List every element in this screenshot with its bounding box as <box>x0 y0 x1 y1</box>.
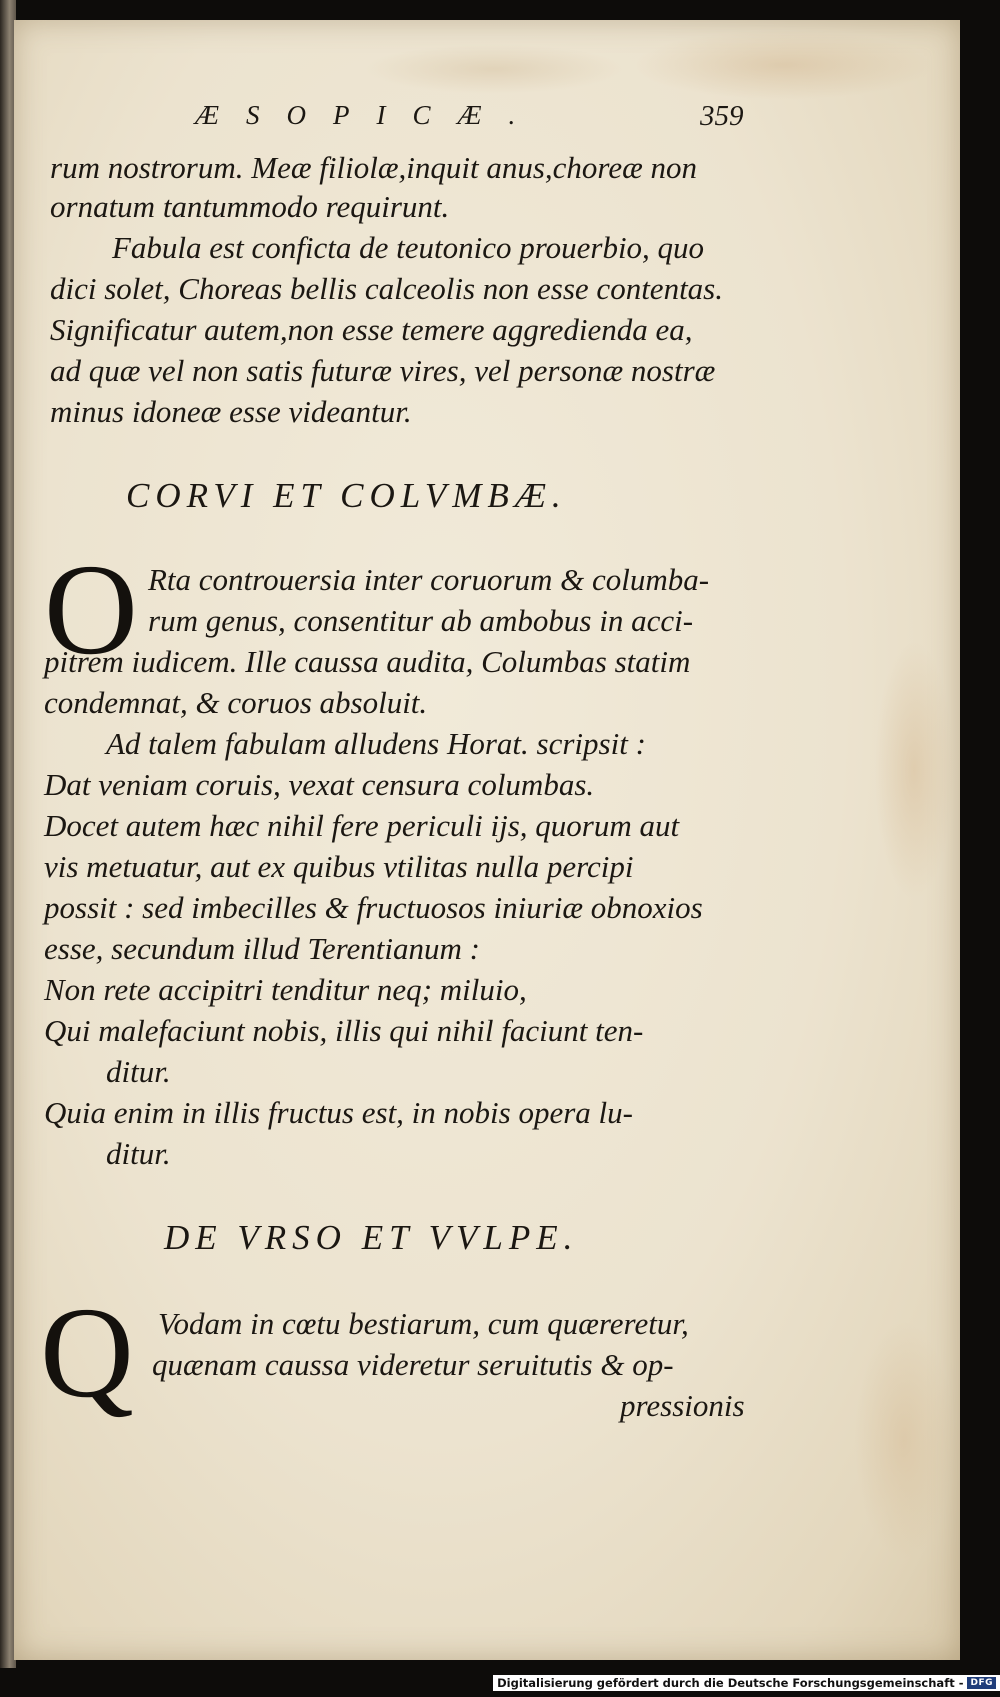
verse-line: ditur. <box>106 1136 171 1171</box>
verse-line: Qui malefaciunt nobis, illis qui nihil faciunt ten- <box>44 1013 644 1048</box>
text-line: pitrem iudicem. Ille caussa audita, Columbas statim <box>44 644 691 679</box>
fable-title: CORVI ET COLVMBÆ. <box>126 476 567 515</box>
fable-title: DE VRSO ET VVLPE. <box>164 1218 579 1257</box>
credit-text: Digitalisierung gefördert durch die Deutsche Forschungsgemeinschaft - <box>497 1676 964 1690</box>
digitization-credit <box>493 1675 1000 1691</box>
verse-line: ditur. <box>106 1054 171 1089</box>
catchword: pressionis <box>620 1388 745 1423</box>
running-head: ÆSOPICÆ. <box>195 100 543 130</box>
text-line: Vodam in cœtu bestiarum, cum quæreretur, <box>158 1306 689 1341</box>
text-line: possit : sed imbecilles & fructuosos iniuriæ obnoxios <box>44 890 703 925</box>
text-line: Significatur autem,non esse temere aggredienda ea, <box>50 312 693 347</box>
text-line: ad quæ vel non satis futuræ vires, vel personæ nostræ <box>50 353 716 388</box>
drop-cap-initial: Q <box>40 1281 134 1425</box>
text-line: dici solet, Choreas bellis calceolis non esse contentas. <box>50 271 723 306</box>
text-line: minus idoneæ esse videantur. <box>50 394 412 429</box>
text-line: Docet autem hæc nihil fere periculi ijs, quorum aut <box>44 808 680 843</box>
text-line: vis metuatur, aut ex quibus vtilitas nulla percipi <box>44 849 634 884</box>
paper-stain <box>634 30 934 100</box>
text-line: Ad talem fabulam alludens Horat. scripsit : <box>106 726 646 761</box>
text-line: rum nostrorum. Meæ filiolæ,inquit anus,choreæ non <box>50 150 698 185</box>
paper-stain <box>874 640 954 900</box>
text-line: rum genus, consentitur ab ambobus in acci- <box>148 603 694 638</box>
text-line: quænam caussa videretur seruitutis & op- <box>152 1347 674 1382</box>
drop-cap-initial: O <box>44 538 138 682</box>
dfg-logo: DFG <box>967 1677 996 1689</box>
verse-line: Dat veniam coruis, vexat censura columbas. <box>44 767 595 802</box>
text-line: ornatum tantummodo requirunt. <box>50 189 450 224</box>
verse-line: Quia enim in illis fructus est, in nobis opera lu- <box>44 1095 633 1130</box>
verse-line: Non rete accipitri tenditur neq; miluio, <box>44 972 527 1007</box>
page-number: 359 <box>700 100 744 132</box>
paper-stain <box>364 44 624 94</box>
text-line: condemnat, & coruos absoluit. <box>44 685 428 720</box>
text-line: esse, secundum illud Terentianum : <box>44 931 480 966</box>
text-line: Fabula est conficta de teutonico prouerbio, quo <box>112 230 705 265</box>
paper-stain <box>854 1320 954 1560</box>
text-line: Rta controuersia inter coruorum & columba- <box>148 562 710 597</box>
